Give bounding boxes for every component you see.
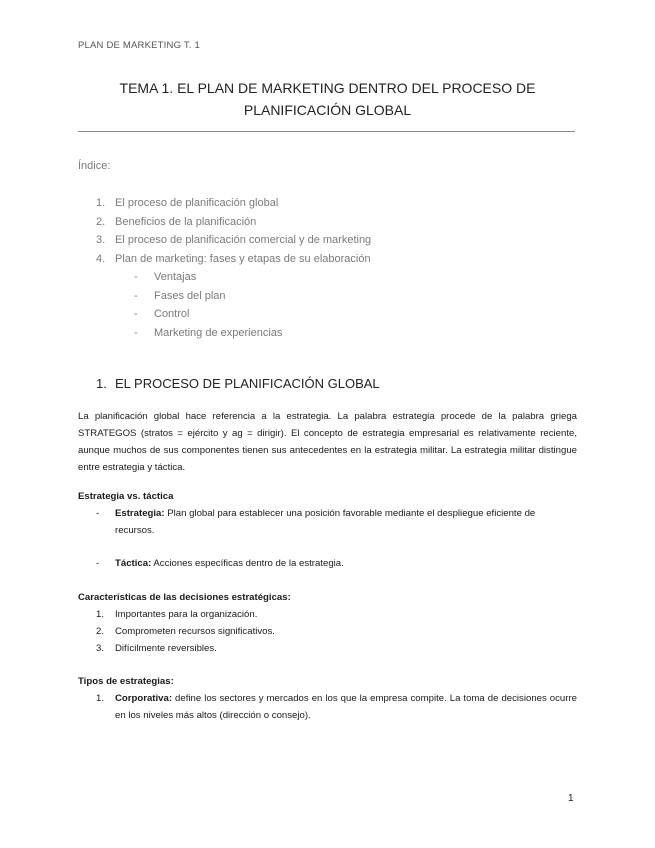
list-item-text: define los sectores y mercados en los que la empresa compite. La toma de decisiones ocurre en los niveles más altos (dirección o consejo). [115,693,577,721]
toc-item-text: Beneficios de la planificación [115,215,257,228]
list-item-number: 1. [96,609,105,620]
definition-item-strategy [96,505,577,539]
list-item [96,640,577,657]
definition-dash: - [96,558,100,569]
definition-item-tactic [96,555,577,572]
toc-item-number: 2. [96,215,106,228]
definition-content [115,505,577,539]
list-item-term: Corporativa: [115,693,173,704]
definition-dash: - [96,508,100,519]
section-number: 1. [96,376,107,391]
list-item-text: Difícilmente reversibles. [115,643,217,654]
document-title-line-1: TEMA 1. EL PLAN DE MARKETING DENTRO DEL PROCESO DE [119,80,536,96]
definition-term: Táctica: [115,558,152,569]
document-title [100,77,555,121]
list-item-number: 3. [96,643,105,654]
toc-subitem-text: Fases del plan [154,289,226,302]
toc-item-text: Plan de marketing: fases y etapas de su elaboración [115,252,371,265]
toc-item [96,194,371,213]
toc-subitem [96,324,371,343]
running-header: PLAN DE MARKETING T. 1 [78,40,200,51]
toc-item-number: 1. [96,197,106,209]
toc-subitem [96,268,371,287]
toc-item-text: El proceso de planificación comercial y de marketing [115,234,372,246]
toc-item-number: 4. [96,252,106,265]
list-item [96,606,577,623]
index-label: Índice: [78,160,111,172]
definition-text: Plan global para establecer una posición favorable mediante el despliegue eficiente de recursos. [115,508,536,536]
list-item-text: Importantes para la organización. [115,609,258,620]
toc-subitem-text: Marketing de experiencias [154,326,283,339]
toc-subitem-text: Control [154,308,190,320]
definition-content [115,555,577,572]
toc-item [96,231,371,250]
subheading-strategy-types: Tipos de estrategias: [78,676,174,687]
section-heading [96,376,380,391]
document-title-line-2: PLANIFICACIÓN GLOBAL [243,102,412,118]
list-item-content [115,690,577,724]
list-item-number: 2. [96,626,105,637]
list-item [96,623,577,640]
toc-item [96,250,371,269]
toc-subitem [96,287,371,306]
intro-paragraph: La planificación global hace referencia a la estrategia. La palabra estrategia procede de la palabra griega STRATEGOS (stratos = ejército y ag = dirigir). El concepto de estrategia empresarial es relativamente reciente, aunque muchos de sus componentes tienen sus antecedentes en la estrategia militar. La estrategia militar distingue entre estrategia y táctica. [78,411,577,473]
table-of-contents [96,194,371,342]
definition-term: Estrategia: [115,508,165,519]
subheading-characteristics: Características de las decisiones estratégicas: [78,592,291,603]
subheading-strategy-vs-tactic: Estrategia vs. táctica [78,491,174,502]
toc-subitem [96,305,371,324]
list-item-number: 1. [96,693,105,704]
list-item-corporate [96,690,577,724]
toc-item-text: El proceso de planificación global [115,197,279,209]
page-number: 1 [568,793,574,804]
list-item-text: Comprometen recursos significativos. [115,626,275,637]
definition-text: Acciones específicas dentro de la estrategia. [151,558,344,569]
toc-item-number: 3. [96,234,106,246]
toc-subitem-dash: - [134,289,138,302]
title-divider [78,131,575,132]
toc-item [96,213,371,232]
toc-subitem-dash: - [134,308,138,320]
toc-subitem-dash: - [134,271,138,283]
section-heading-text: EL PROCESO DE PLANIFICACIÓN GLOBAL [115,376,380,391]
toc-subitem-text: Ventajas [154,271,197,283]
toc-subitem-dash: - [134,326,138,339]
